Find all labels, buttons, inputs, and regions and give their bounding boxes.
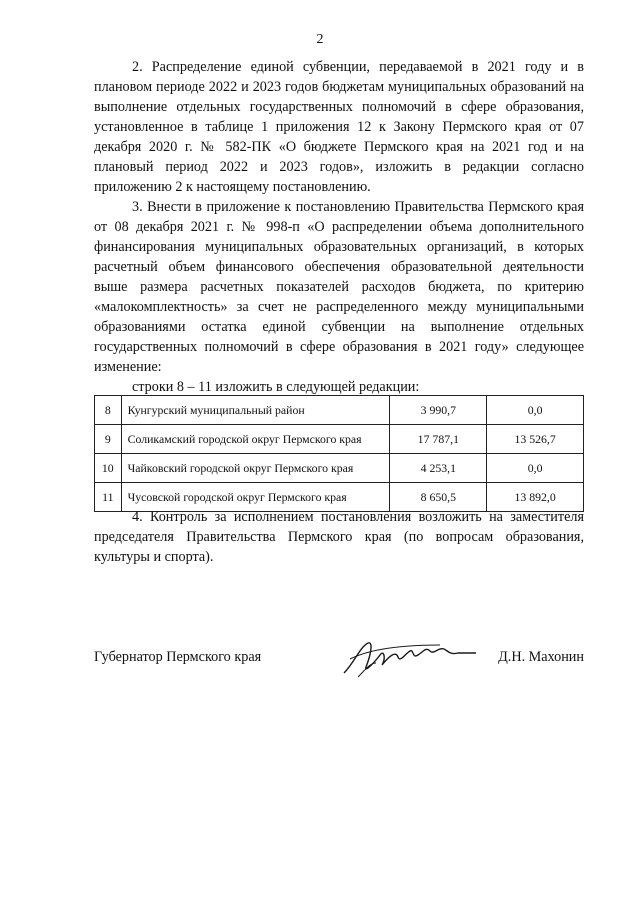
paragraph-4: 4. Контроль за исполнением постановления возложить на заместителя председателя Правительства Пермского края (по вопросам образования, культуры и спорта).: [94, 509, 584, 565]
row-number: 8: [95, 396, 122, 425]
table-row: [95, 425, 584, 454]
row-number: 11: [95, 483, 122, 512]
table-row: [95, 454, 584, 483]
municipality-name: Чусовской городской округ Пермского края: [121, 483, 390, 512]
page-number: 2: [316, 32, 324, 47]
paragraph-3: 3. Внести в приложение к постановлению Правительства Пермского края от 08 декабря 2021 г. № 998-п «О распределении объема дополнительного финансирования муниципальных образовательных организаций, в которых расчетный объем финансового обеспечения образовательной деятельности выше размера расчетных показателей расходов бюджета, по критерию «малокомплектность» за счет не распределенного между муниципальными образованиями остатка единой субвенции на выполнение отдельных государственных полномочий в сфере образования в 2021 году» следующее изменение:: [94, 199, 584, 375]
municipality-name: Чайковский городской округ Пермского края: [121, 454, 390, 483]
value-2: 0,0: [487, 396, 584, 425]
table-row: [95, 396, 584, 425]
handwritten-signature: [340, 633, 480, 681]
value-1: 4 253,1: [390, 454, 487, 483]
value-2: 0,0: [487, 454, 584, 483]
signatory-title: Губернатор Пермского края: [94, 649, 262, 665]
paragraph-2: 2. Распределение единой субвенции, передаваемой в 2021 году и в плановом периоде 2022 и 2023 годов бюджетам муниципальных образований на выполнение отдельных государственных полномочий в сфере образования, установленное в таблице 1 приложения 12 к Закону Пермского края от 07 декабря 2020 г. № 582-ПК «О бюджете Пермского края на 2021 год и на плановый период 2022 и 2023 годов», изложить в редакции согласно приложению 2 к настоящему постановлению.: [94, 59, 584, 195]
value-1: 8 650,5: [390, 483, 487, 512]
signatory-name: Д.Н. Махонин: [498, 649, 584, 665]
value-2: 13 526,7: [487, 425, 584, 454]
value-1: 3 990,7: [390, 396, 487, 425]
value-1: 17 787,1: [390, 425, 487, 454]
document-body: [94, 57, 584, 397]
row-number: 10: [95, 454, 122, 483]
municipality-name: Кунгурский муниципальный район: [121, 396, 390, 425]
municipality-name: Соликамский городской округ Пермского края: [121, 425, 390, 454]
table-lead-line: строки 8 – 11 изложить в следующей редакции:: [132, 379, 420, 395]
rows-table: [94, 395, 584, 512]
value-2: 13 892,0: [487, 483, 584, 512]
row-number: 9: [95, 425, 122, 454]
signature-block: [94, 647, 584, 687]
document-body-continued: [94, 507, 584, 567]
